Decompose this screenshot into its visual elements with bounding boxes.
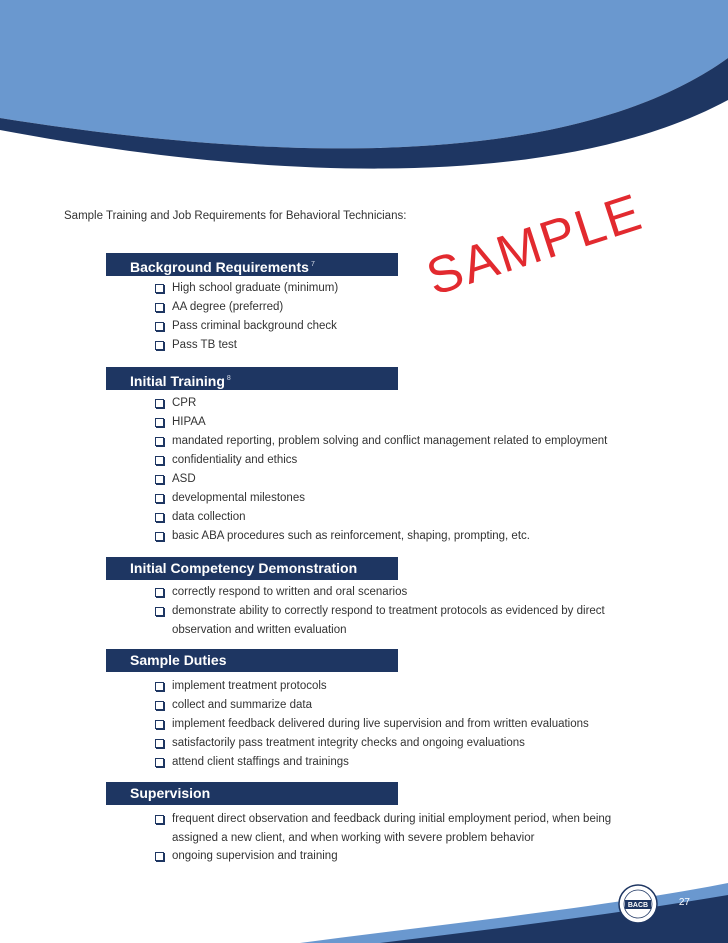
checkbox-bullet-icon [155,284,164,293]
checkbox-bullet-icon [155,399,164,408]
header-wave-graphic [0,0,728,200]
competency-list [155,583,605,639]
list-item: Pass TB test [155,336,338,355]
section-header-initial-training: Initial Training $^8$ [106,367,398,390]
checkbox-bullet-icon [155,341,164,350]
section-header-initial-competency-demonstration: Initial Competency Demonstration [106,557,398,580]
logo-text: BACB [627,902,649,910]
checkbox-bullet-icon [155,475,164,484]
list-item: demonstrate ability to correctly respond to treatment protocols as evidenced by direct observation and written evaluation [155,602,605,639]
checkbox-bullet-icon [155,720,164,729]
checkbox-bullet-icon [155,456,164,465]
supervision-list [155,810,611,866]
checkbox-bullet-icon [155,815,164,824]
checkbox-bullet-icon [155,588,164,597]
checkbox-bullet-icon [155,682,164,691]
initial-training-list [155,394,607,546]
section-header-sample-duties: Sample Duties [106,649,398,672]
list-item: HIPAA [155,413,607,432]
bacb-seal-logo [618,884,658,924]
list-item: ongoing supervision and training [155,847,611,866]
section-header-background-requirements: Background Requirements $^7$ [106,253,398,276]
sample-stamp: SAMPLE [419,182,650,308]
list-item: confidentiality and ethics [155,451,607,470]
checkbox-bullet-icon [155,303,164,312]
checkbox-bullet-icon [155,739,164,748]
list-item: ASD [155,470,607,489]
checkbox-bullet-icon [155,418,164,427]
list-item: frequent direct observation and feedback during initial employment period, when being assigned a new client, and when working with severe problem behavior [155,810,611,847]
list-item: attend client staffings and trainings [155,753,589,772]
checkbox-bullet-icon [155,437,164,446]
checkbox-bullet-icon [155,758,164,767]
checkbox-bullet-icon [155,607,164,616]
page-number: 27 [678,897,690,908]
list-item: CPR [155,394,607,413]
section-header-supervision: Supervision [106,782,398,805]
intro-text: Sample Training and Job Requirements for Behavioral Technicians: [64,210,407,222]
list-item: basic ABA procedures such as reinforcement, shaping, prompting, etc. [155,527,607,546]
list-item: High school graduate (minimum) [155,279,338,298]
list-item: mandated reporting, problem solving and conflict management related to employment [155,432,607,451]
sample-duties-list [155,677,589,772]
list-item: AA degree (preferred) [155,298,338,317]
checkbox-bullet-icon [155,322,164,331]
list-item: Pass criminal background check [155,317,338,336]
list-item: data collection [155,508,607,527]
checkbox-bullet-icon [155,513,164,522]
checkbox-bullet-icon [155,701,164,710]
list-item: implement feedback delivered during live supervision and from written evaluations [155,715,589,734]
list-item: implement treatment protocols [155,677,589,696]
list-item: collect and summarize data [155,696,589,715]
checkbox-bullet-icon [155,494,164,503]
list-item: correctly respond to written and oral scenarios [155,583,605,602]
checkbox-bullet-icon [155,532,164,541]
list-item: satisfactorily pass treatment integrity checks and ongoing evaluations [155,734,589,753]
list-item: developmental milestones [155,489,607,508]
background-requirements-list [155,279,338,355]
checkbox-bullet-icon [155,852,164,861]
